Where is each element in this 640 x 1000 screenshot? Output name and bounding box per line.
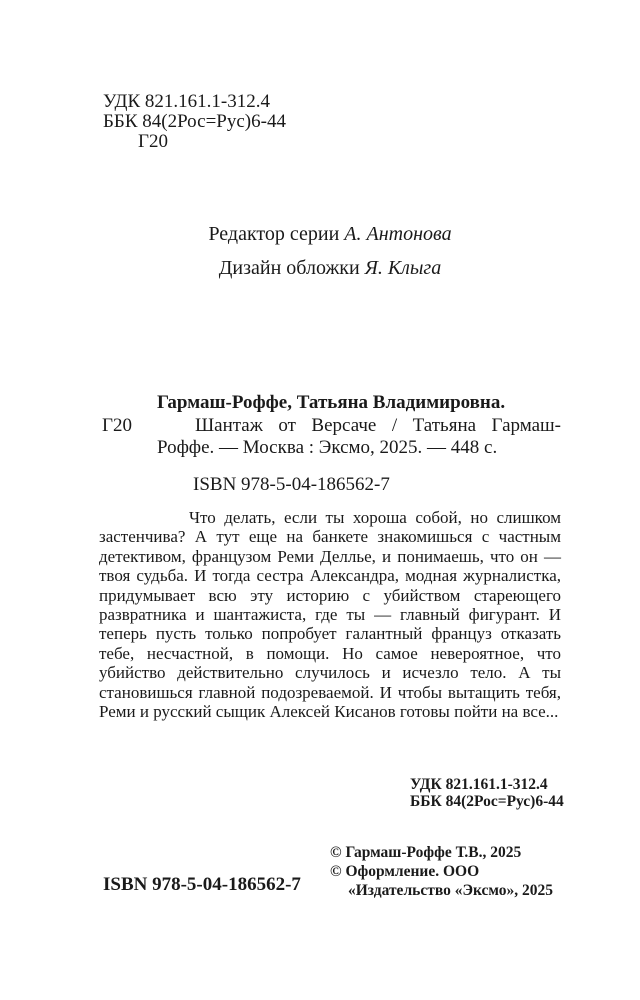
catalog-card bbox=[99, 392, 561, 496]
author-heading: Гармаш-Роффе, Татьяна Владимировна. bbox=[157, 392, 506, 413]
cover-designer-line bbox=[99, 256, 561, 280]
copyright-publisher-line: © Оформление. ООО «Издательство «Эксмо», 2025 bbox=[330, 863, 554, 900]
copyright-author-line: © Гармаш-Роффе Т.В., 2025 bbox=[330, 844, 522, 861]
bibliographic-description-line bbox=[102, 414, 561, 460]
udk-code: УДК 821.161.1-312.4 bbox=[103, 91, 270, 112]
author-sign: Г20 bbox=[138, 131, 168, 152]
bbk-code-bottom: ББК 84(2Рос=Рус)6-44 bbox=[410, 792, 564, 810]
isbn-footer: ISBN 978-5-04-186562-7 bbox=[103, 874, 301, 895]
annotation-paragraph: Что делать, если ты хороша собой, но слишком застенчива? А тут еще на банкете знакомишься с частным детективом, французом Реми Деллье, и понимаешь, что он — твоя судьба. И тогда сестра Александра, модная журналистка, придумывает всю эту историю с убийством стареющего развратника и шантажиста, где ты — главный фигурант. И теперь пусть только попробует галантный француз отказать тебе, несчастной, в помощи. Но самое невероятное, что убийство действительно случилось и исчезло тело. А ты становишься главной подозреваемой. И чтобы вытащить тебя, Реми и русский сыщик Алексей Кисанов готовы пойти на все... bbox=[99, 508, 561, 722]
udk-code-bottom: УДК 821.161.1-312.4 bbox=[410, 776, 548, 793]
series-editor-line bbox=[99, 222, 561, 246]
bottom-classification-codes bbox=[410, 777, 564, 810]
series-credits bbox=[99, 222, 561, 280]
copyright-block bbox=[330, 843, 568, 901]
cover-designer-name: Я. Клыга bbox=[364, 257, 442, 279]
cover-design-label: Дизайн обложки bbox=[218, 257, 360, 279]
bbk-code: ББК 84(2Рос=Рус)6-44 bbox=[103, 111, 286, 132]
series-editor-label: Редактор серии bbox=[208, 223, 340, 245]
top-classification-codes bbox=[103, 92, 286, 152]
bibliographic-description: Шантаж от Версаче / Татьяна Гармаш-Роффе. — Москва : Эксмо, 2025. — 448 с. bbox=[157, 414, 561, 458]
series-editor-name: А. Антонова bbox=[344, 223, 452, 245]
catalog-author-sign: Г20 bbox=[102, 414, 132, 436]
isbn-line: ISBN 978-5-04-186562-7 bbox=[193, 473, 390, 495]
